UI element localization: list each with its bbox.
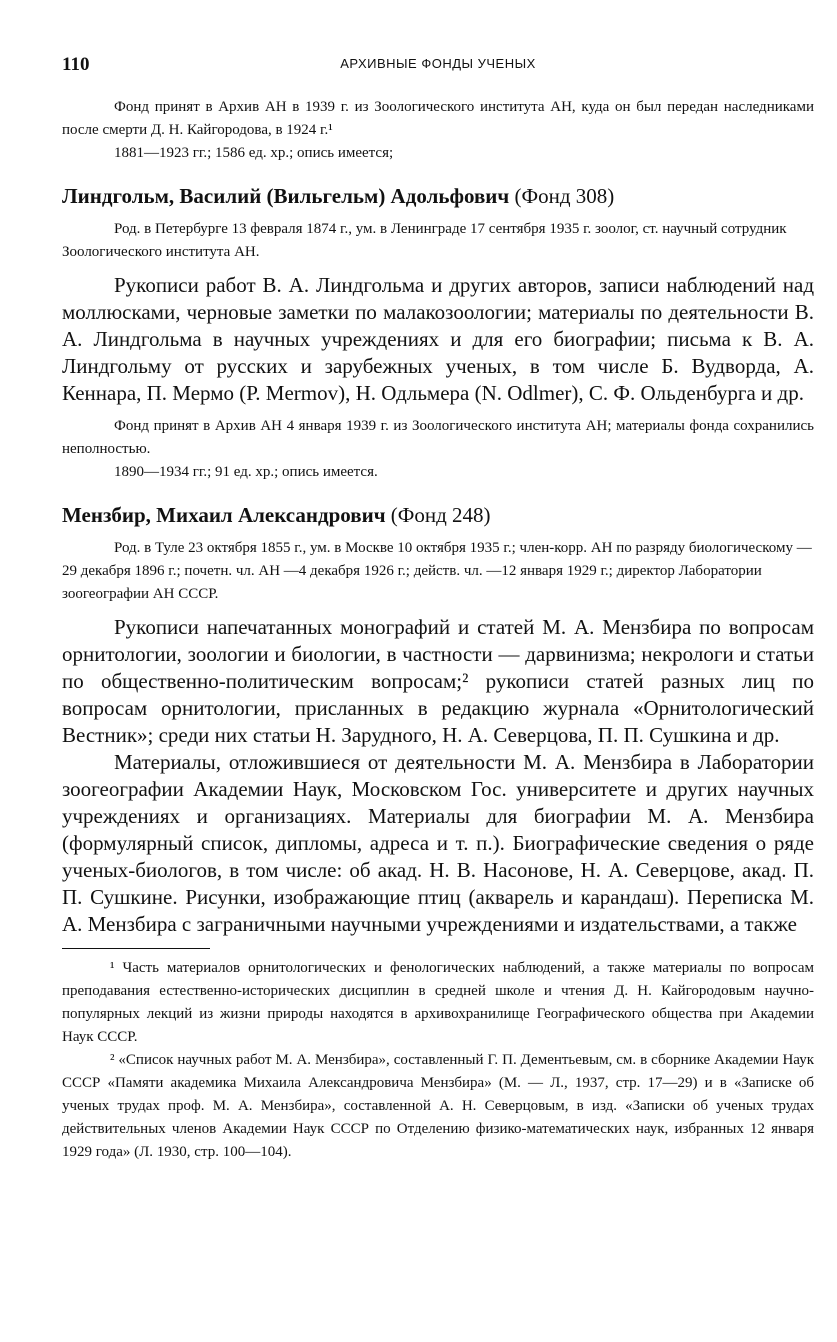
footnote-2: ² «Список научных работ М. А. Мензбира», составленный Г. П. Дементьевым, см. в сборнике Академии Наук СССР «Памяти академика Михаила Александровича Мензбира» (М. — Л., 1937, стр. 17—29) и в «Записке об ученых трудах проф. М. А. Мензбира», составленной А. Н. Северцовым, в изд. «Записки об ученых трудах действительных членов Академии Наук СССР по Отделению физико-математических наук, избранных 12 января 1929 года» (Л. 1930, стр. 100—104).	[62, 1052, 814, 1160]
kaigorodov-fond-note: Фонд принят в Архив АН в 1939 г. из Зоологического института АН, куда он был передан наследниками после смерти Д. Н. Кайгородова, в 1924 г.¹	[62, 99, 814, 138]
lindholm-fond-stats: 1890—1934 гг.; 91 ед. хр.; опись имеется.	[114, 464, 378, 480]
menzbir-name: Мензбир, Михаил Александрович	[62, 503, 386, 527]
document-page	[62, 48, 814, 1164]
menzbir-heading	[62, 502, 814, 529]
footnote-divider	[62, 948, 210, 949]
lindholm-description: Рукописи работ В. А. Линдгольма и других авторов, записи наблюдений над моллюсками, черновые заметки по малакозоологии; материалы по деятельности В. А. Линдгольма в научных учреждениях и для его биографии; письма к В. А. Линдгольму от русских и зарубежных ученых, в том числе Б. Вудворда, А. Кеннара, П. Мермо (Р. Mermov), Н. Одльмера (N. Odlmer), С. Ф. Ольденбурга и др.	[62, 273, 814, 405]
page-number: 110	[62, 54, 90, 75]
lindholm-heading	[62, 183, 814, 210]
menzbir-fond-number: (Фонд 248)	[390, 503, 491, 527]
running-header	[62, 48, 814, 82]
footnote-1: ¹ Часть материалов орнитологических и фенологических наблюдений, а также материалы по вопросам преподавания естественно-исторических дисциплин в средней школе и чтения Д. Н. Кайгородовым научно-популярных лекций из жизни природы находятся в архивохранилище Географического общества при Академии Наук СССР.	[62, 960, 814, 1045]
running-title: АРХИВНЫЕ ФОНДЫ УЧЕНЫХ	[340, 56, 536, 71]
lindholm-name: Линдгольм, Василий (Вильгельм) Адольфович	[62, 184, 510, 208]
lindholm-fond-number: (Фонд 308)	[514, 184, 615, 208]
lindholm-fond-note: Фонд принят в Архив АН 4 января 1939 г. из Зоологического института АН; материалы фонда сохранились неполностью.	[62, 418, 814, 457]
lindholm-bio: Род. в Петербурге 13 февраля 1874 г., ум. в Ленинграде 17 сентября 1935 г. зоолог, ст. научный сотрудник Зоологического института АН.	[62, 221, 787, 260]
menzbir-paragraph-2: Материалы, отложившиеся от деятельности М. А. Мензбира в Лаборатории зоогеографии Академии Наук, Московском Гос. университете и других научных учреждениях и организациях. Материалы для биографии М. А. Мензбира (формулярный список, дипломы, адреса и т. п.). Биографические сведения о ряде ученых-биологов, в том числе: об акад. Н. В. Насонове, Н. А. Северцове, акад. П. П. Сушкине. Рисунки, изображающие птиц (акварель и карандаш). Переписка М. А. Мензбира с заграничными научными учреждениями и издательствами, а также	[62, 750, 814, 936]
menzbir-paragraph-1: Рукописи напечатанных монографий и статей М. А. Мензбира по вопросам орнитологии, зоологии и биологии, в частности — дарвинизма; некрологи и статьи по общественно-политическим вопросам;² рукописи статей разных лиц по вопросам орнитологии, присланных в редакцию журнала «Орнитологический Вестник»; среди них статьи Н. Зарудного, Н. А. Северцова, П. П. Сушкина и др.	[62, 615, 814, 747]
kaigorodov-fond-stats: 1881—1923 гг.; 1586 ед. хр.; опись имеется;	[114, 145, 394, 161]
menzbir-bio: Род. в Туле 23 октября 1855 г., ум. в Москве 10 октября 1935 г.; член-корр. АН по разряду биологическому —29 декабря 1896 г.; почетн. чл. АН —4 декабря 1926 г.; действ. чл. —12 января 1929 г.; директор Лаборатории зоогеографии АН СССР.	[62, 540, 812, 602]
